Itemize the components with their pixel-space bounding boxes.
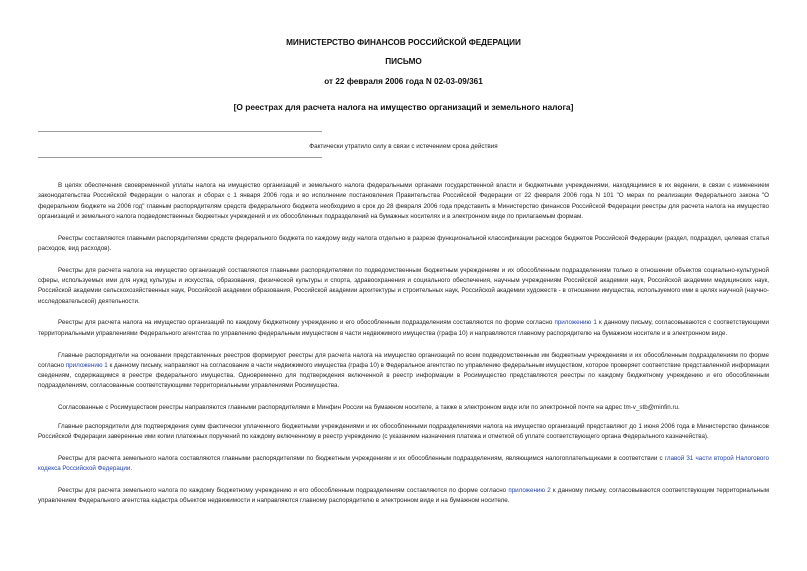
paragraph-5 xyxy=(38,351,769,392)
appendix-2-link[interactable]: приложению 2 xyxy=(508,486,551,494)
document-subject: [О реестрах для расчета налога на имущество организаций и земельного налога] xyxy=(233,102,574,112)
paragraph-9-text-b: к данному письму, согласовываются соответствующим территориальным управлением Федерального агентства кадастра объектов недвижимости и направляются главному распорядителю в электронном виде и на бумажном носителе. xyxy=(38,486,770,505)
paragraph-5-text-a: Главные распорядители на основании представленных реестров формируют реестры для расчета налога на имущество организаций по всем подведомственным им бюджетным учреждениям и их обособленным подразделениям по форме согласно xyxy=(38,351,769,369)
paragraph-4-text-a: Реестры для расчета налога на имущество организаций по каждому бюджетному учреждению и его обособленным подразделениям составляются по форме согласно xyxy=(58,319,555,327)
paragraph-9 xyxy=(38,486,769,507)
paragraph-8-text-a: Реестры для расчета земельного налога составляются главными распорядителями по бюджетным учреждениям и их обособленным подразделениям, являющимся налогоплательщиками в соответствии с xyxy=(58,454,665,462)
paragraph-6: Согласованные с Росимуществом реестры направляются главными распорядителями в Минфин России на бумажном носителе, а также в электронном виде или по электронной почте на адрес tm-v_stb@minfin.ru. xyxy=(58,404,680,412)
tax-code-chapter-31-link[interactable]: главой 31 части второй Налогового кодекса Российской Федерации xyxy=(38,454,769,472)
paragraph-3: Реестры для расчета налога на имущество организаций составляются главными распорядителями по подведомственным бюджетным учреждениям и их обособленным подразделениям только в отношении объектов социально-культурной сферы, используемых ими для нужд культуры и искусства, образования, физической культуры и спорта, здравоохранения и социального обеспечения, научным учреждениям Российской академии наук, Российской академии медицинских наук, Российской академии сельскохозяйственных наук, Российской академии образования, Российской академии архитектуры и строительных наук, Российской академии художеств - в отношении имущества, используемого ими в целях научной (научно-исследовательской) деятельности. xyxy=(38,266,769,305)
paragraph-2: Реестры составляются главными распорядителями средств федерального бюджета по каждому виду налога отдельно в разрезе функциональной классификации расходов бюджетов Российской Федерации (раздел, подраздел, целевая статья расходов, вид расходов). xyxy=(38,234,769,252)
paragraph-8-text-b: . xyxy=(130,464,133,472)
paragraph-7: Главные распорядители для подтверждения сумм фактически уплаченного бюджетными учреждениями и их обособленными подразделениями налога на имущество организаций представляют до 1 июня 2006 года в Министерство финансов Российской Федерации заверенные ими копии платежных поручений по каждому включенному в реестр учреждению (с указанием назначения платежа и отметкой об уплате соответствующего органа Федерального казначейства). xyxy=(38,422,769,440)
ministry-title: МИНИСТЕРСТВО ФИНАНСОВ РОССИЙСКОЙ ФЕДЕРАЦИИ xyxy=(286,38,521,47)
appendix-1-link[interactable]: приложению 1 xyxy=(554,319,597,327)
paragraph-4 xyxy=(38,318,769,339)
document-body xyxy=(38,181,769,518)
paragraph-4-text-b: к данному письму, согласовываются с соответствующими территориальными управлениями Федерального агентства по управлению федеральным имуществом в части недвижимого имущества (графа 10) и направляются главному распорядителю на бумажном носителе и в электронном виде. xyxy=(38,319,769,337)
document-type: ПИСЬМО xyxy=(385,57,422,66)
divider-top xyxy=(38,131,322,132)
appendix-1-link-second[interactable]: приложению 1 xyxy=(65,361,108,369)
paragraph-5-text-b: к данному письму, направляют на согласование в части недвижимого имущества (графа 10) в Федеральное агентство по управлению федеральным имуществом, которое проверяет соответствие представленной информации сведениям, содержащимся в реестре федерального имущества. Одновременно для подтверждения включенной в реестр информации в Росимущество представляются реестры по каждому бюджетному учреждению и его обособленным подразделениям, согласованные соответствующими территориальными управлениями Росимущества. xyxy=(38,361,769,390)
paragraph-8 xyxy=(38,454,769,475)
divider-bottom xyxy=(38,157,322,158)
paragraph-1: В целях обеспечения своевременной уплаты налога на имущество организаций и земельного налога федеральными органами государственной власти и бюджетными учреждениями, находящимися в их ведении, в связи с изменением законодательства Российской Федерации о налогах и сборах с 1 января 2006 года и во исполнение постановления Правительства Российской Федерации от 22 февраля 2006 года N 101 "О мерах по реализации Федерального закона "О федеральном бюджете на 2006 год" главным распорядителям средств федерального бюджета необходимо в срок до 28 февраля 2006 года представить в Министерство финансов Российской Федерации реестры для расчета налога на имущество организаций и земельного налога подведомственных бюджетных учреждений и их обособленных подразделений на бумажных носителях и в электронном виде по прилагаемым формам. xyxy=(38,182,769,220)
document-date-number: от 22 февраля 2006 года N 02-03-09/361 xyxy=(324,77,483,86)
status-note: Фактически утратило силу в связи с истечением срока действия xyxy=(309,143,498,150)
paragraph-9-text-a: Реестры для расчета земельного налога по каждому бюджетному учреждению и его обособленным подразделениям составляются по форме согласно xyxy=(58,486,509,494)
